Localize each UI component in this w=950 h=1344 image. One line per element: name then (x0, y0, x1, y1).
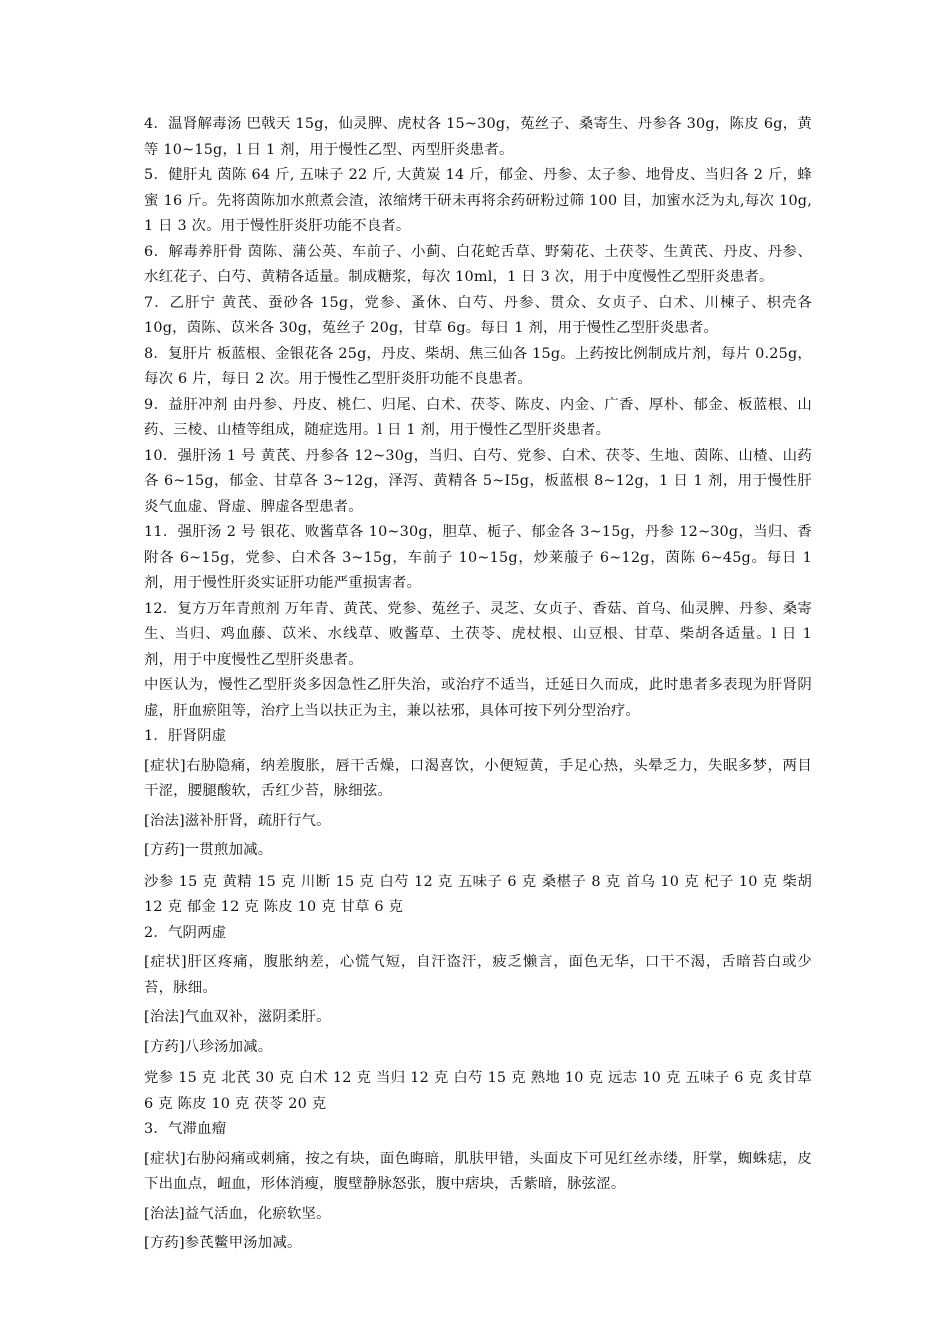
paragraph-symptoms-1: [症状]右胁隐痛，纳差腹胀，唇干舌燥，口渴喜饮，小便短黄，手足心热，头晕乏力，失眠多梦，两目干涩，腰腿酸软，舌红少苔，脉细弦。 (144, 757, 812, 799)
paragraph-prescription-1: [方药]一贯煎加减。 (144, 842, 273, 858)
paragraph-formula-9: 9．益肝冲剂 由丹参、丹皮、桃仁、归尾、白术、茯苓、陈皮、内金、广香、厚朴、郁金、板蓝根、山药、三棱、山楂等组成，随症选用。l 日 1 剂，用于慢性乙型肝炎患者。 (144, 396, 812, 438)
paragraph-prescription-3: [方药]参芪鳖甲汤加减。 (144, 1235, 302, 1251)
paragraph-treatment-3: [治法]益气活血，化瘀软坚。 (144, 1205, 331, 1222)
paragraph-formula-5: 5．健肝丸 茵陈 64 斤, 五味子 22 斤, 大黄炭 14 斤，郁金、丹参、太子参、地骨皮、当归各 2 斤，蜂蜜 16 斤。先将茵陈加水煎煮会渣，浓缩烤干研未再将余药研粉过筛 100 目，加蜜水泛为丸,每次 10g, 1 日 3 次。用于慢性肝炎肝功能不良者。 (144, 167, 812, 234)
paragraph-treatment-1: [治法]滋补肝肾，疏肝行气。 (144, 812, 331, 829)
document-page (144, 112, 812, 1257)
paragraph-formula-8: 8．复肝片 板蓝根、金银花各 25g，丹皮、柴胡、焦三仙各 15g。上药按比例制成片剂，每片 0.25g，每次 6 片，每日 2 次。用于慢性乙型肝炎肝功能不良患者。 (144, 345, 812, 387)
paragraph-herbs-1: 沙参 15 克 黄精 15 克 川断 15 克 白芍 12 克 五味子 6 克 桑椹子 8 克 首乌 10 克 杞子 10 克 柴胡 12 克 郁金 12 克 陈皮 10 克 甘草 6 克 (144, 873, 812, 915)
section-heading-1: 1．肝肾阴虚 (144, 728, 227, 744)
paragraph-formula-7: 7．乙肝宁 黄芪、蚕砂各 15g，党参、蚤休、白芍、丹参、贯众、女贞子、白术、川楝子、枳壳各 10g，茵陈、苡米各 30g，菟丝子 20g，甘草 6g。每日 1 剂，用于慢性乙型肝炎患者。 (144, 294, 812, 336)
paragraph-herbs-2: 党参 15 克 北芪 30 克 白术 12 克 当归 12 克 白芍 15 克 熟地 10 克 远志 10 克 五味子 6 克 炙甘草 6 克 陈皮 10 克 茯苓 20 克 (144, 1070, 812, 1112)
paragraph-treatment-2: [治法]气血双补，滋阴柔肝。 (144, 1009, 331, 1025)
paragraph-symptoms-3: [症状]右胁闷痛或刺痛，按之有块，面色晦暗，肌肤甲错，头面皮下可见红丝赤缕，肝掌，蜘蛛痣，皮下出血点，衄血，形体消瘦，腹壁静脉怒张，腹中痞块，舌紫暗，脉弦涩。 (144, 1150, 812, 1192)
paragraph-formula-6: 6．解毒养肝骨 茵陈、蒲公英、车前子、小蓟、白花蛇舌草、野菊花、土茯苓、生黄芪、丹皮、丹参、水红花子、白芍、黄精各适量。制成糖浆，每次 10ml，1 日 3 次，用于中度慢性乙型肝炎患者。 (144, 243, 812, 285)
paragraph-prescription-2: [方药]八珍汤加减。 (144, 1038, 273, 1055)
paragraph-formula-12: 12．复方万年青煎剂 万年青、黄芪、党参、菟丝子、灵芝、女贞子、香菇、首乌、仙灵脾、丹参、桑寄生、当归、鸡血藤、苡米、水线草、败酱草、土茯苓、虎杖根、山豆根、甘草、柴胡各适量。l 日 1 剂，用于中度慢性乙型肝炎患者。 (144, 600, 812, 668)
section-heading-2: 2．气阴两虚 (144, 924, 227, 941)
paragraph-formula-4: 4．温肾解毒汤 巴戟天 15g，仙灵脾、虎杖各 15~30g，菟丝子、桑寄生、丹参各 30g，陈皮 6g，黄等 10~15g，l 日 1 剂，用于慢性乙型、丙型肝炎患者。 (144, 116, 812, 158)
paragraph-symptoms-2: [症状]肝区疼痛，腹胀纳差，心慌气短，自汗盗汗，疲乏懒言，面色无华，口干不渴，舌暗苔白或少苔，脉细。 (144, 954, 812, 996)
section-heading-3: 3．气滞血瘤 (144, 1121, 227, 1137)
paragraph-formula-11: 11．强肝汤 2 号 银花、败酱草各 10~30g，胆草、栀子、郁金各 3~15g，丹参 12~30g，当归、香附各 6~15g，党参、白术各 3~15g，车前子 10~15g，炒莱菔子 6~12g，茵陈 6~45g。每日 1 剂，用于慢性肝炎实证肝功能严重损害者。 (144, 524, 812, 591)
paragraph-tcm-intro: 中医认为，慢性乙型肝炎多因急性乙肝失治，或治疗不适当，迁延日久而成，此时患者多表现为肝肾阴虚，肝血瘀阻等，治疗上当以扶正为主，兼以祛邪，具体可按下列分型治疗。 (144, 677, 812, 719)
paragraph-formula-10: 10．强肝汤 1 号 黄芪、丹参各 12~30g，当归、白芍、党参、白术、茯苓、生地、茵陈、山楂、山药各 6~15g，郁金、甘草各 3~12g，泽泻、黄精各 5~I5g，板蓝根 8~12g，1 日 1 剂，用于慢性肝炎气血虚、肾虚、脾虚各型患者。 (144, 447, 812, 515)
